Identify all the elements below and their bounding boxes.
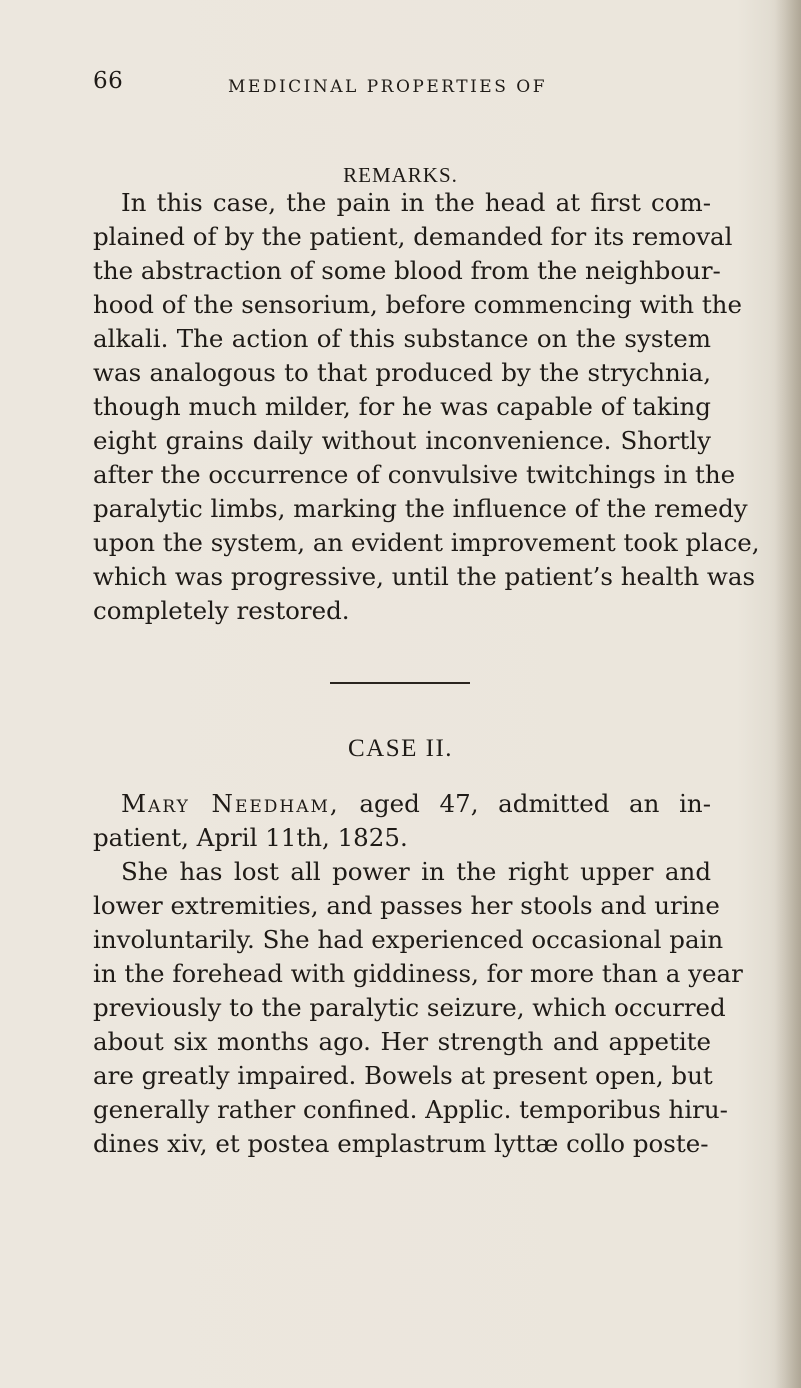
text-line: after the occurrence of convulsive twitchings in the [93,460,736,489]
case-heading: CASE II. [347,735,454,762]
text-line: in the forehead with giddiness, for more than a year [93,959,743,988]
text-line: which was progressive, until the patient’s health was [93,562,756,591]
text-line: lower extremities, and passes her stools and urine [93,891,720,920]
case-intro-line [121,787,711,821]
page-number: 66 [93,68,124,94]
text-line: patient, April 11th, 1825. [93,823,408,852]
text-line: involuntarily. She had experienced occasional pain [93,925,724,954]
intro-rest: aged 47, admitted an in- [339,789,711,818]
text-line: In this case, the pain in the head at first com- [121,188,711,217]
text-line: upon the system, an evident improvement took place, [93,528,760,557]
text-line: are greatly impaired. Bowels at present open, but [93,1061,713,1090]
running-title: MEDICINAL PROPERTIES OF [228,77,547,97]
text-line: the abstraction of some blood from the neighbour- [93,256,721,285]
text-line: paralytic limbs, marking the influence of the remedy [93,494,748,523]
page-edge-shadow [775,0,801,1388]
text-line: about six months ago. Her strength and appetite [93,1027,711,1056]
text-line: was analogous to that produced by the strychnia, [93,358,711,387]
text-line: eight grains daily without inconvenience. Shortly [93,426,711,455]
patient-name: Mary Needham, [121,789,340,818]
text-line: though much milder, for he was capable of taking [93,392,711,421]
text-line: alkali. The action of this substance on the system [93,324,711,353]
remarks-heading: REMARKS. [343,163,458,187]
text-line: generally rather confined. Applic. temporibus hiru- [93,1095,728,1124]
text-line: dines xiv, et postea emplastrum lyttæ collo poste- [93,1129,709,1158]
text-line: hood of the sensorium, before commencing with the [93,290,742,319]
text-line: previously to the paralytic seizure, which occurred [93,993,726,1022]
text-line: She has lost all power in the right upper and [121,857,711,886]
text-line: plained of by the patient, demanded for its removal [93,222,733,251]
text-line: completely restored. [93,596,350,625]
section-divider [330,682,470,684]
